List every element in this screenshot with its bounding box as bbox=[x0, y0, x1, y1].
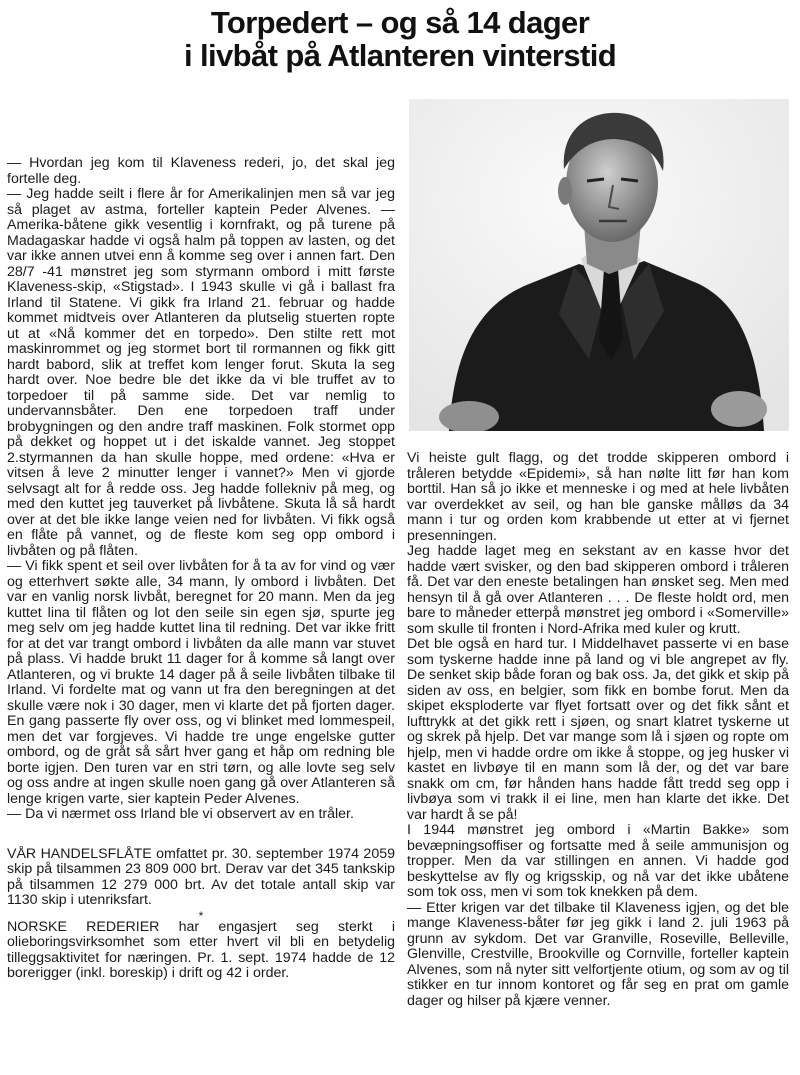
right-column bbox=[407, 451, 789, 1009]
article-paragraph: Jeg hadde laget meg en sekstant av en kasse hvor det hadde vært svisker, og den bad skipperen ombord i tråleren få. Det var den eneste betalingen han ønsket seg. Men med hensyn til å gå over Atlanteren . . . De fleste holdt ord, men bare to måneder etterpå mønstret jeg ombord i «Somerville» som skulle til fronten i Nord-Afrika med kuler og krutt. bbox=[407, 543, 789, 637]
article-paragraph: — Da vi nærmet oss Irland ble vi observert av en tråler. bbox=[7, 806, 354, 822]
article-paragraph: — Vi fikk spent et seil over livbåten for å ta av for vind og vær og etterhvert søkte alle, 34 mann, ly ombord i livbåten. Det var en vanlig norsk livbåt, beregnet for 20 mann. Men da jeg kuttet lina til flåten og lot den seile sin egen sjø, spurte jeg meg selv om jeg hadde kuttet lina til redning. Det var ikke fritt for at det var trangt ombord i livbåten da alle mann var stuvet på plass. Vi hadde brukt 11 dager for å komme så langt over Atlanteren, og vi brukte 14 dager på å seile livbåten tilbake til Irland. Vi fordelte mat og vann ut fra den beregningen at det skulle være nok i 30 dager, men vi klarte det på fjorten dager. En gang passerte fly over oss, og vi blinket med lommespeil, men det var forgjeves. Vi hadde tre unge engelske gutter ombord, og de gråt så sårt hver gang et håp om redning ble borte igjen. Den turen var en stri tørn, og alle lovte seg selv og oss andre at ingen skulle noen gang gå over Atlanteren så lenge krigen varte, sier kaptein Peder Alvenes. bbox=[7, 558, 395, 807]
headline-line-2: i livbåt på Atlanteren vinterstid bbox=[183, 38, 617, 73]
portrait-illustration bbox=[409, 99, 789, 431]
notice-shipping-companies: NORSKE REDERIER har engasjert seg sterkt i olieboringsvirksomhet som etter hvert vil bli en betydelig tilleggsaktivitet for næringen. Pr. 1. sept. 1974 hadde de 12 borerigger (inkl. boreskip) i drift og 42 i order. bbox=[7, 918, 395, 981]
article-paragraph: — Hvordan jeg kom til Klaveness rederi, jo, det skal jeg fortelle deg. bbox=[7, 155, 395, 187]
left-column bbox=[7, 156, 395, 982]
article-paragraph: Vi heiste gult flagg, og det trodde skipperen ombord i tråleren betydde «Epidemi», så han nølte litt før han kom borttil. Han så jo ikke et menneske i og med at hele livbåten var overdekket av seil, og han ble ganske målløs da 34 mann i tur og orden kom krabbende ut etter at vi fjernet presenningen. bbox=[407, 450, 789, 544]
article-paragraph: — Jeg hadde seilt i flere år for Amerikalinjen men så var jeg så plaget av astma, forteller kaptein Peder Alvenes. — Amerika-båtene gikk vesentlig i kornfrakt, og på turene på Madagaskar hadde vi også halm på toppen av lasten, og det var ikke annen utvei enn å komme seg over i annen fart. Den 28/7 -41 mønstret jeg som styrmann ombord i mitt første Klaveness-skip, «Stigstad». I 1943 skulle vi gå i ballast fra Irland til Statene. Vi gikk fra Irland 21. februar og hadde kommet midtveis over Atlanteren da plutselig stuerten ropte ut at «Nå kommer det en torpedo». Den stilte rett mot maskinrommet og jeg stormet bort til rormannen og fikk gitt hardt babord, slik at treffet kom lenger forut. Skuta la seg hardt over. Noe bedre ble det ikke da vi ble truffet av to torpedoer til på samme side. Det var nemlig to undervannsbåter. Den ene torpedoen traff under brobygningen og den andre traff maskinen. Folk stormet opp på dekket og hoppet ut i det iskalde vannet. Jeg stoppet 2.styrmannen da han skulle hoppe, med ordene: «Hva er vitsen å leve 2 minutter lenger i vannet?» Men vi gjorde selvsagt alt for å redde oss. Jeg hadde follekniv på meg, og med den kuttet jeg tauverket på livbåtene. Skuta lå så hardt over at det ble ikke lange veien ned for livbåten. Vi fikk også en flåte på vannet, og de fleste kom seg opp ombord i livbåten og på flåten. bbox=[7, 186, 395, 559]
article-paragraph: — Etter krigen var det tilbake til Klaveness igjen, og det ble mange Klaveness-båter før jeg gikk i land 2. juli 1963 på grunn av sykdom. Det var Granville, Roseville, Belleville, Glenville, Crestville, Brookville og Cornville, forteller kaptein Alvenes, som nå nyter sitt velfortjente otium, og som av og til stikker en tur innom kontoret og får seg en prat om gamle dager og hilser på kjære venner. bbox=[407, 899, 789, 1009]
notice-separator: * bbox=[198, 908, 204, 923]
headline-line-1: Torpedert – og så 14 dager bbox=[210, 5, 590, 40]
article-paragraph: Det ble også en hard tur. I Middelhavet passerte vi en base som tyskerne hadde inne på land og vi ble angrepet av fly. De senket skip både foran og bak oss. Ja, det gikk et skip på siden av oss, en belgier, som fikk en bombe forut. Men da skipet eksploderte var flyet fortsatt over og det fikk sånt et lufttrykk at det gikk rett i sjøen, og snart klatret tyskerne ut og skrek på hjelp. Det var mange som lå i sjøen og ropte om hjelp, men vi hadde ordre om ikke å stoppe, og jeg husker vi kastet en livbøye til en mann som lå der, og det var bare snakk om cm, før hånden hans hadde fått tredd seg opp i livbøya som vi trakk il ei line, men han klarte det ikke. Det var hardt å se på! bbox=[407, 636, 789, 823]
notice-merchant-fleet: VÅR HANDELSFLÅTE omfattet pr. 30. september 1974 2059 skip på tilsammen 23 809 000 brt. Derav var det 345 tankskip på tilsammen 12 279 000 brt. Av det totale antall skip var 1130 skip i utenriksfart. bbox=[7, 845, 395, 908]
portrait-photo bbox=[409, 99, 789, 431]
article-headline bbox=[0, 6, 800, 72]
article-paragraph: I 1944 mønstret jeg ombord i «Martin Bakke» som bevæpningsoffiser og fortsatte med å seile ammunisjon og tropper. Men da var stillingen en annen. Vi hadde god beskyttelse av fly og krigsskip, og nå var det ikke ubåtene som tok oss, men vi som tok knekken på dem. bbox=[407, 822, 789, 900]
